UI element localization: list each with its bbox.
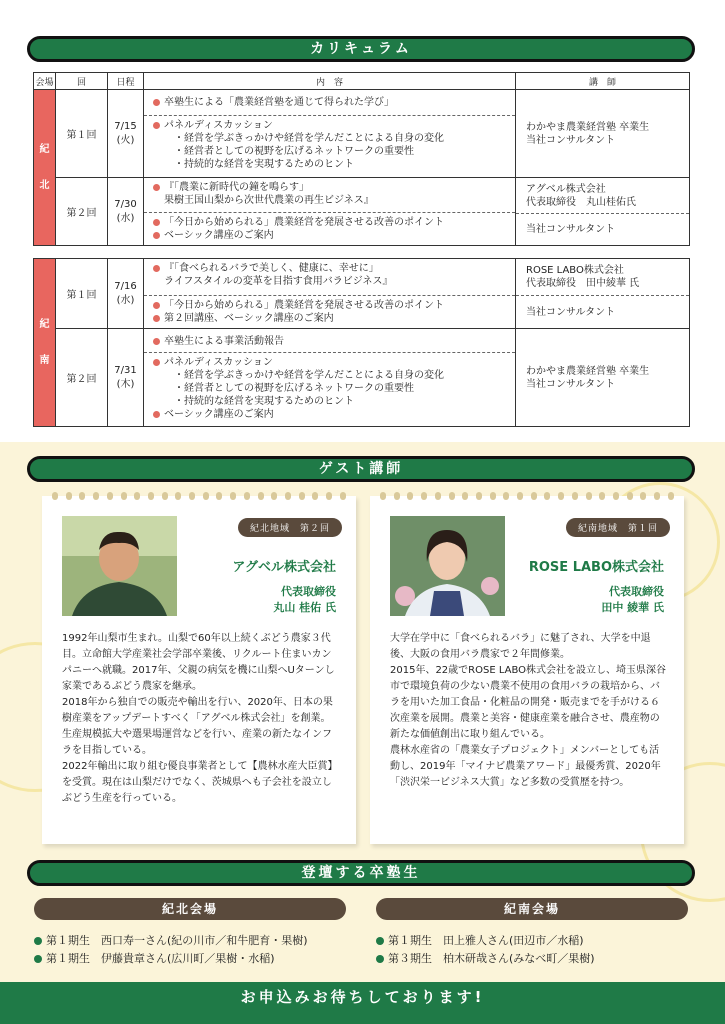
footer-banner: お申込みお待ちしております! [0,982,725,1024]
kihoku-schedule-table [33,72,690,246]
session-content [144,178,516,246]
guest-name: 丸山 桂佑 氏 [273,601,336,614]
guest-company: ROSE LABO株式会社 [528,560,664,575]
notebook-spiral [380,492,674,500]
header-venue: 会場 [34,73,56,90]
content-block: 『「農業に新時代の鐘を鳴らす」 果樹王国山梨から次世代農業の再生ビジネス』 [144,178,515,212]
header-content: 内 容 [144,73,516,90]
kihoku-venue-label: 紀北会場 [34,898,346,920]
graduate-item: 第１期生 田上雅人さん(田辺市／水稲) [376,932,595,950]
session-date: 7/30 (水) [108,178,144,246]
session-number: 第１回 [56,259,108,329]
schedule-header-row [34,73,690,90]
guest-photo [390,516,505,616]
content-block: 「今日から始められる」農業経営を発展させる改善のポイント ベーシック講座のご案内 [144,212,515,245]
session-content [144,90,516,178]
guest-card-maruyama [42,496,356,844]
kinan-schedule-table [33,258,690,427]
graduate-item: 第１期生 西口寿一さん(紀の川市／和牛肥育・果樹) [34,932,308,950]
session-lecturer: わかやま農業経営塾 卒業生 当社コンサルタント [516,329,690,427]
graduates-heading: 登壇する卒塾生 [27,860,695,886]
kinan-graduates-list [376,932,595,968]
guest-company: アグベル株式会社 [232,560,336,575]
graduate-item: 第１期生 伊藤貴章さん(広川町／果樹・水稲) [34,950,308,968]
guest-tag: 紀南地域 第１回 [566,518,670,537]
session-lecturer: わかやま農業経営塾 卒業生 当社コンサルタント [516,90,690,178]
content-block: パネルディスカッション ・経営を学ぶきっかけや経営を学んだことによる自身の変化 ・経営者としての視野を広げるネットワークの重要性 ・持続的な経営を実現するためのヒント [144,115,515,174]
guest-bio: 1992年山梨市生まれ。山梨で60年以上続くぶどう農家３代目。立命館大学産業社会学部卒業後、リクルート住まいカンパニーへ就職。2017年、父親の病気を機に山梨へUターンし家業であるぶどう農家を継承。 2018年から独自での販売や輸出を行い、2020年、日本の果樹産業をアップデートすべく「アグベル株式会社」を創業。生産規模拡大や選果場運営などを行い、産業の新たなインフラを目指している。 2022年輸出に取り組む優良事業者として【農林水産大臣賞】を受賞。現在は山梨だけでなく、茨城県へも子会社を設立しぶどう生産を行っている。 [62,633,338,804]
session-number: 第２回 [56,178,108,246]
content-block: パネルディスカッション ・経営を学ぶきっかけや経営を学んだことによる自身の変化 ・経営者としての視野を広げるネットワークの重要性 ・持続的な経営を実現するためのヒント ベーシック講座のご案内 [144,352,515,424]
region-kihoku: 紀 北 [34,90,56,246]
header-lecturer: 講 師 [516,73,690,90]
content-block: 『「食べられるバラで美しく、健康に、幸せに」 ライフスタイルの変革を目指す食用バラビジネス』 [144,259,515,295]
content-block: 「今日から始められる」農業経営を発展させる改善のポイント 第２回講座、ベーシック講座のご案内 [144,295,515,328]
guest-card-tanaka [370,496,684,844]
session-date: 7/31 (木) [108,329,144,427]
session-lecturer: ROSE LABO株式会社 代表取締役 田中綾華 氏 当社コンサルタント [516,259,690,329]
guest-role: 代表取締役 丸山 桂佑 氏 [273,585,336,614]
curriculum-heading: カリキュラム [27,36,695,62]
session-lecturer: アグベル株式会社 代表取締役 丸山桂佑氏 当社コンサルタント [516,178,690,246]
guest-bio: 大学在学中に「食べられるバラ」に魅了され、大学を中退後、大阪の食用バラ農家で２年間修業。 2015年、22歳でROSE LABO株式会社を設立し、埼玉県深谷市で環境負荷の少ない農業不使用の食用バラの栽培から、バラを用いた加工食品・化粧品の開発・販売までを手がける６次産業を展開。農業と美容・健康産業を融合させ、農産物の新たな価値創出に取り組んでいる。 農林水産省の「農業女子プロジェクト」メンバーとしても活動し、2019年「マイナビ農業アワード」最優秀賞、2020年「渋沢栄一ビジネス大賞」など多数の受賞歴を持つ。 [390,633,667,788]
session-date: 7/16 (水) [108,259,144,329]
session-content [144,259,516,329]
session-content [144,329,516,427]
graduate-item: 第３期生 柏木研哉さん(みなべ町／果樹) [376,950,595,968]
kinan-venue-label: 紀南会場 [376,898,688,920]
guest-role: 代表取締役 田中 綾華 氏 [601,585,664,614]
guest-photo [62,516,177,616]
guest-name: 田中 綾華 氏 [601,601,664,614]
content-block: 卒塾生による「農業経営塾を通じて得られた学び」 [144,93,515,115]
notebook-spiral [52,492,346,500]
session-number: 第２回 [56,329,108,427]
session-number: 第１回 [56,90,108,178]
guest-tag: 紀北地域 第２回 [238,518,342,537]
session-date: 7/15 (火) [108,90,144,178]
region-kinan: 紀 南 [34,259,56,427]
content-block: 卒塾生による事業活動報告 [144,332,515,352]
kihoku-graduates-list [34,932,308,968]
header-session: 回 [56,73,108,90]
header-date: 日程 [108,73,144,90]
guest-heading: ゲスト講師 [27,456,695,482]
